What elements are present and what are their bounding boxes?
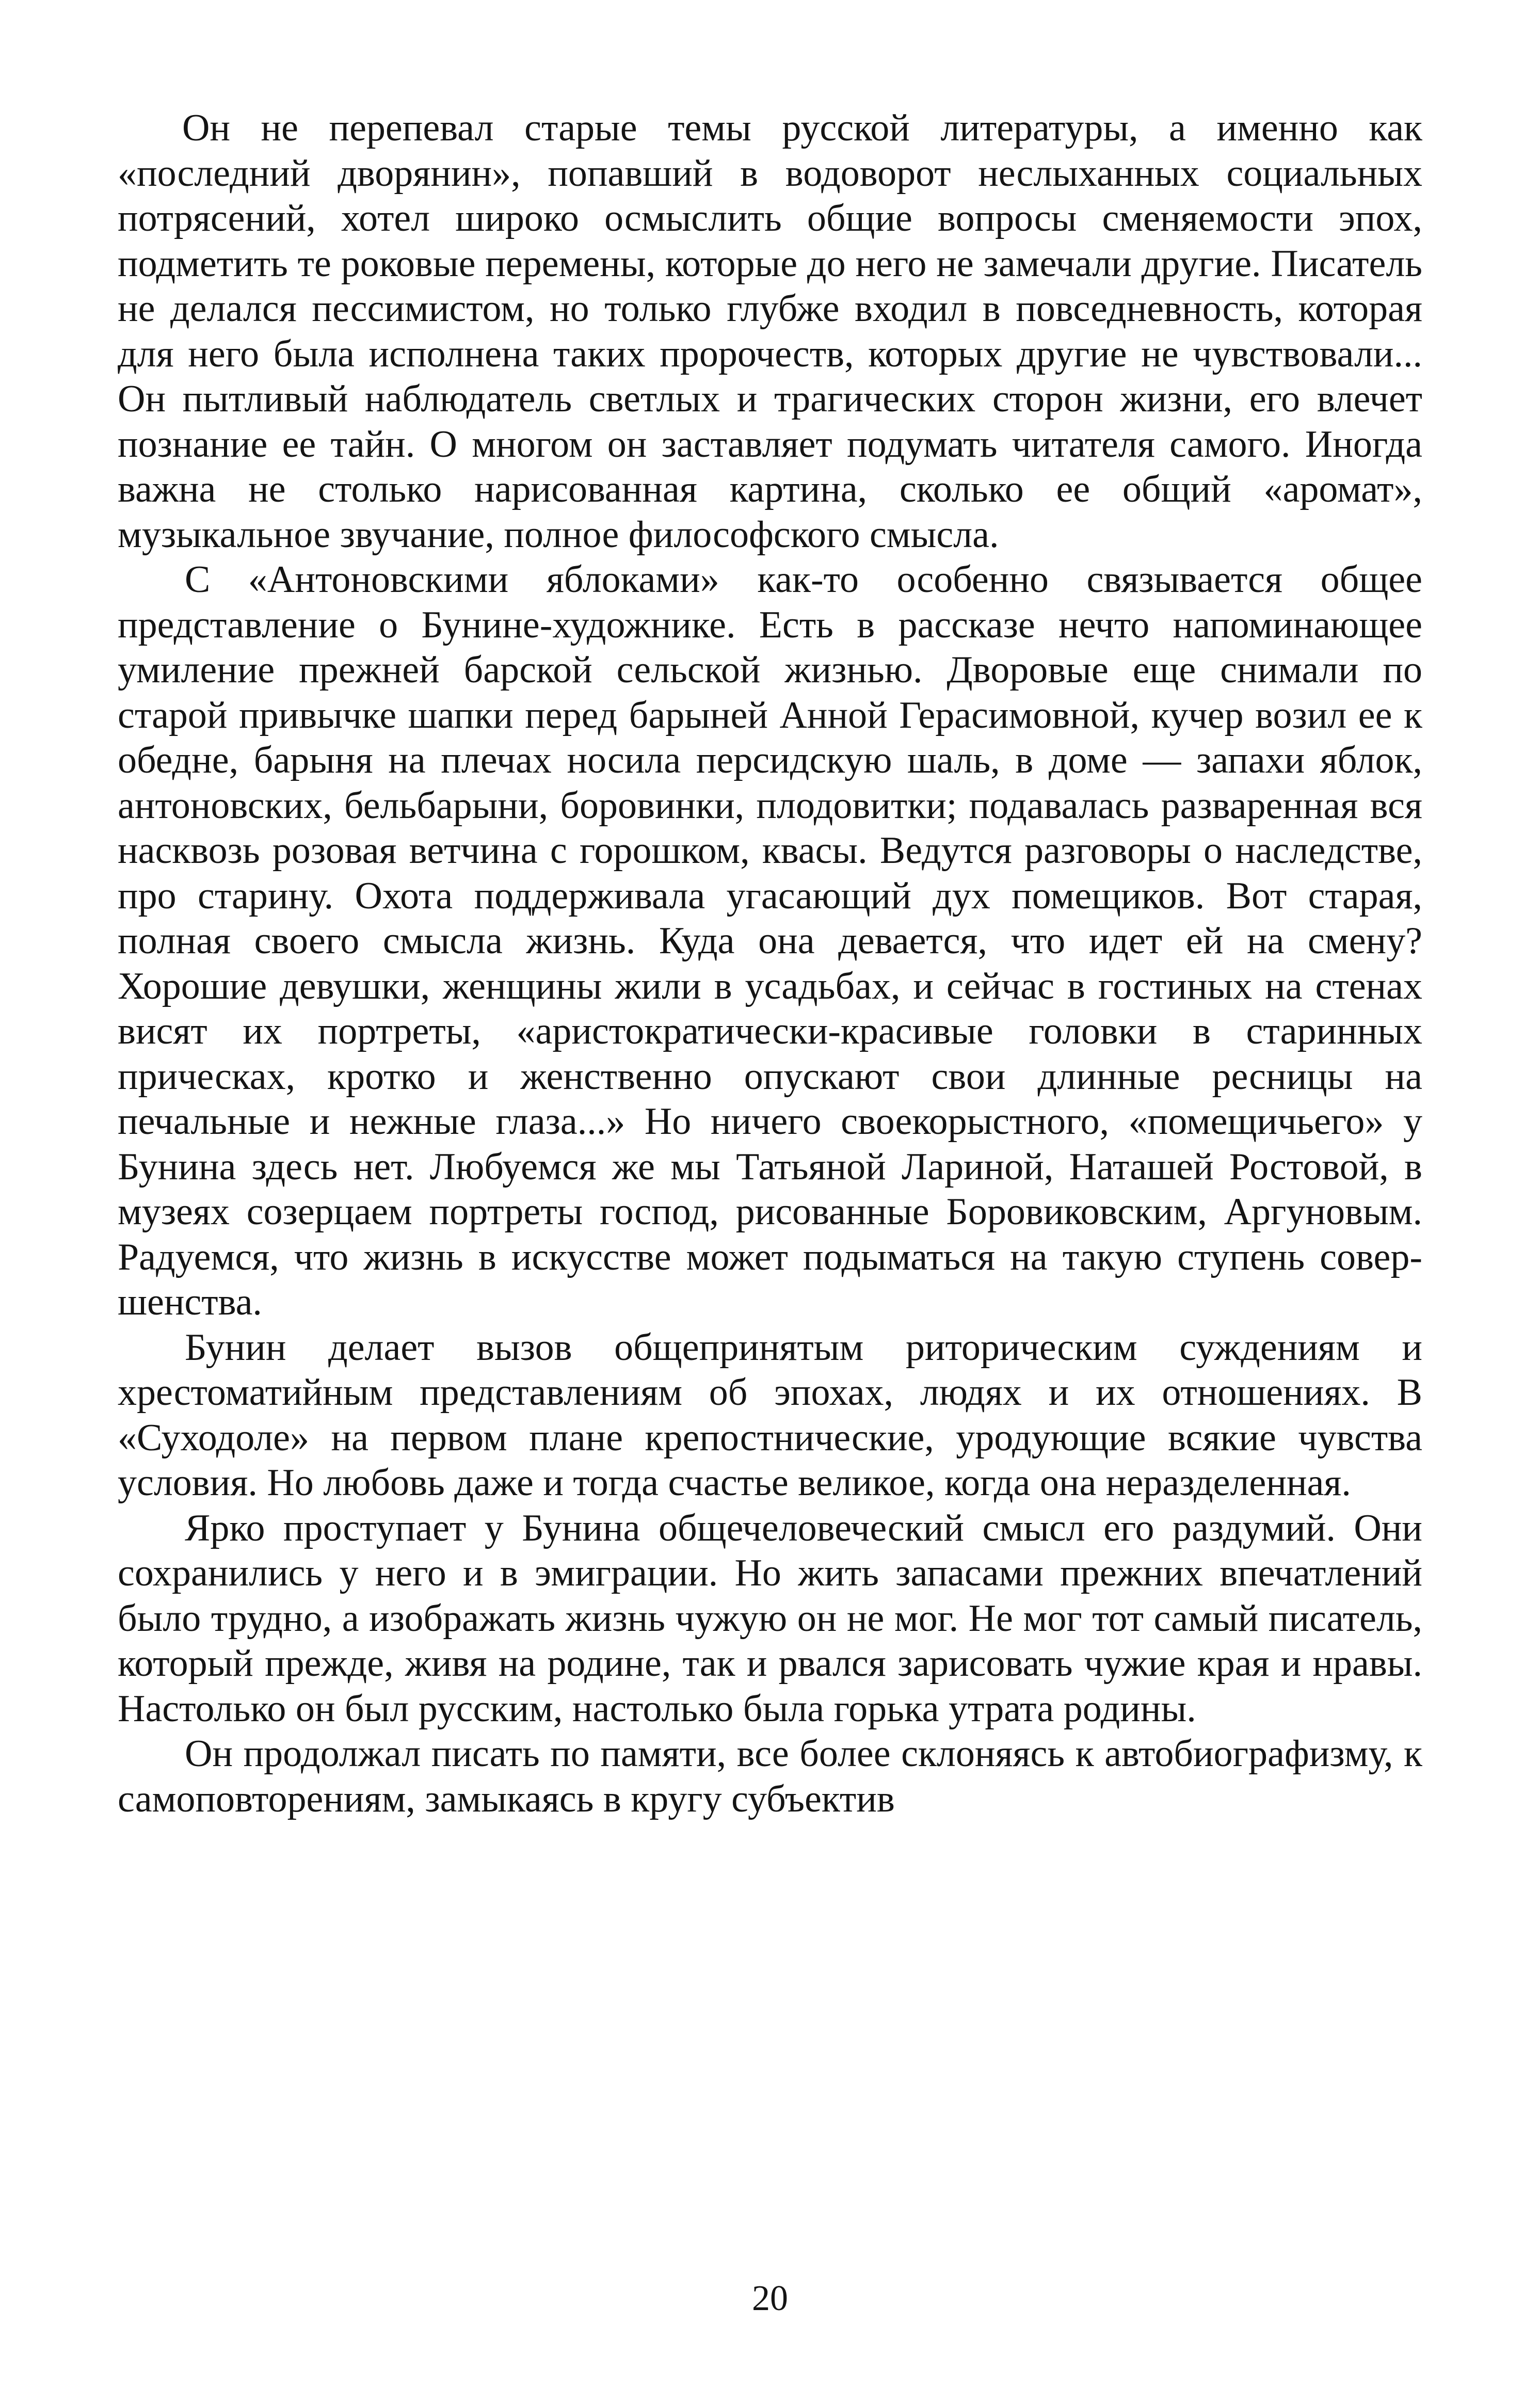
paragraph-4: Ярко проступает у Бунина общечеловеческий смысл его раздумий. Они сохранились у него и в эмиграции. Но жить запасами прежних впечатлений было трудно, а изображать жизнь чужую он не мог. Не мог тот самый писатель, который прежде, живя на родине, так и рвался зарисовать чужие края и нравы. Настолько он был русским, настолько была горька утрата родины. bbox=[118, 1506, 1422, 1730]
paragraph-3: Бунин делает вызов общепринятым риторическим суждениям и хрестоматийным представлениям об эпохах, людях и их отношениях. В «Суходоле» на первом плане крепостнические, уродующие всякие чувства условия. Но любовь даже и тогда счастье великое, когда она неразделенная. bbox=[118, 1326, 1422, 1504]
page-number: 20 bbox=[752, 2279, 788, 2318]
book-page bbox=[118, 106, 1422, 2318]
paragraph-2: С «Антоновскими яблоками» как-то особенно связывается общее представление о Бунине-художнике. Есть в рассказе нечто напоминающее умиление прежней барской сельской жизнью. Дворовые еще снимали по старой привычке шапки перед барыней Анной Герасимовной, кучер возил ее к обедне, барыня на плечах носила персидскую шаль, в доме — запахи яблок, антоновских, бельбарыни, боровинки, плодовитки; подавалась разваренная вся насквозь розовая ветчина с горошком, квасы. Ведутся разговоры о наследстве, про старину. Охота поддерживала угасающий дух помещиков. Вот старая, полная своего смысла жизнь. Куда она девается, что идет ей на смену? Хорошие девушки, женщины жили в усадьбах, и сейчас в гостиных на стенах висят их портреты, «аристократически-красивые головки в старинных прическах, кротко и женственно опускают свои длинные ресницы на печальные и нежные глаза...» Но ничего своекорыстного, «помещичьего» у Бунина здесь нет. Любуемся же мы Татьяной Лариной, Наташей Ростовой, в музеях созерцаем портреты господ, рисованные Боровиковским, Аргуновым. Радуемся, что жизнь в искусстве может подыматься на такую ступень совершенства. bbox=[118, 558, 1422, 1323]
paragraph-5: Он продолжал писать по памяти, все более склоняясь к автобиографизму, к самоповторениям, замыкаясь в кругу субъектив bbox=[118, 1733, 1422, 1820]
paragraph-1: Он не перепевал старые темы русской литературы, а именно как «последний дворянин», попавший в водоворот неслыханных социальных потрясений, хотел широко осмыслить общие вопросы сменяемости эпох, подметить те роковые перемены, которые до него не замечали другие. Писатель не делался пессимистом, но только глубже входил в повседневность, которая для него была исполнена таких пророчеств, которых другие не чувствовали... Он пытливый наблюдатель светлых и трагических сторон жизни, его влечет познание ее тайн. О многом он заставляет подумать читателя самого. Иногда важна не столько нарисованная картина, сколько ее общий «аромат», музыкальное звучание, полное философского смысла. bbox=[118, 107, 1422, 556]
